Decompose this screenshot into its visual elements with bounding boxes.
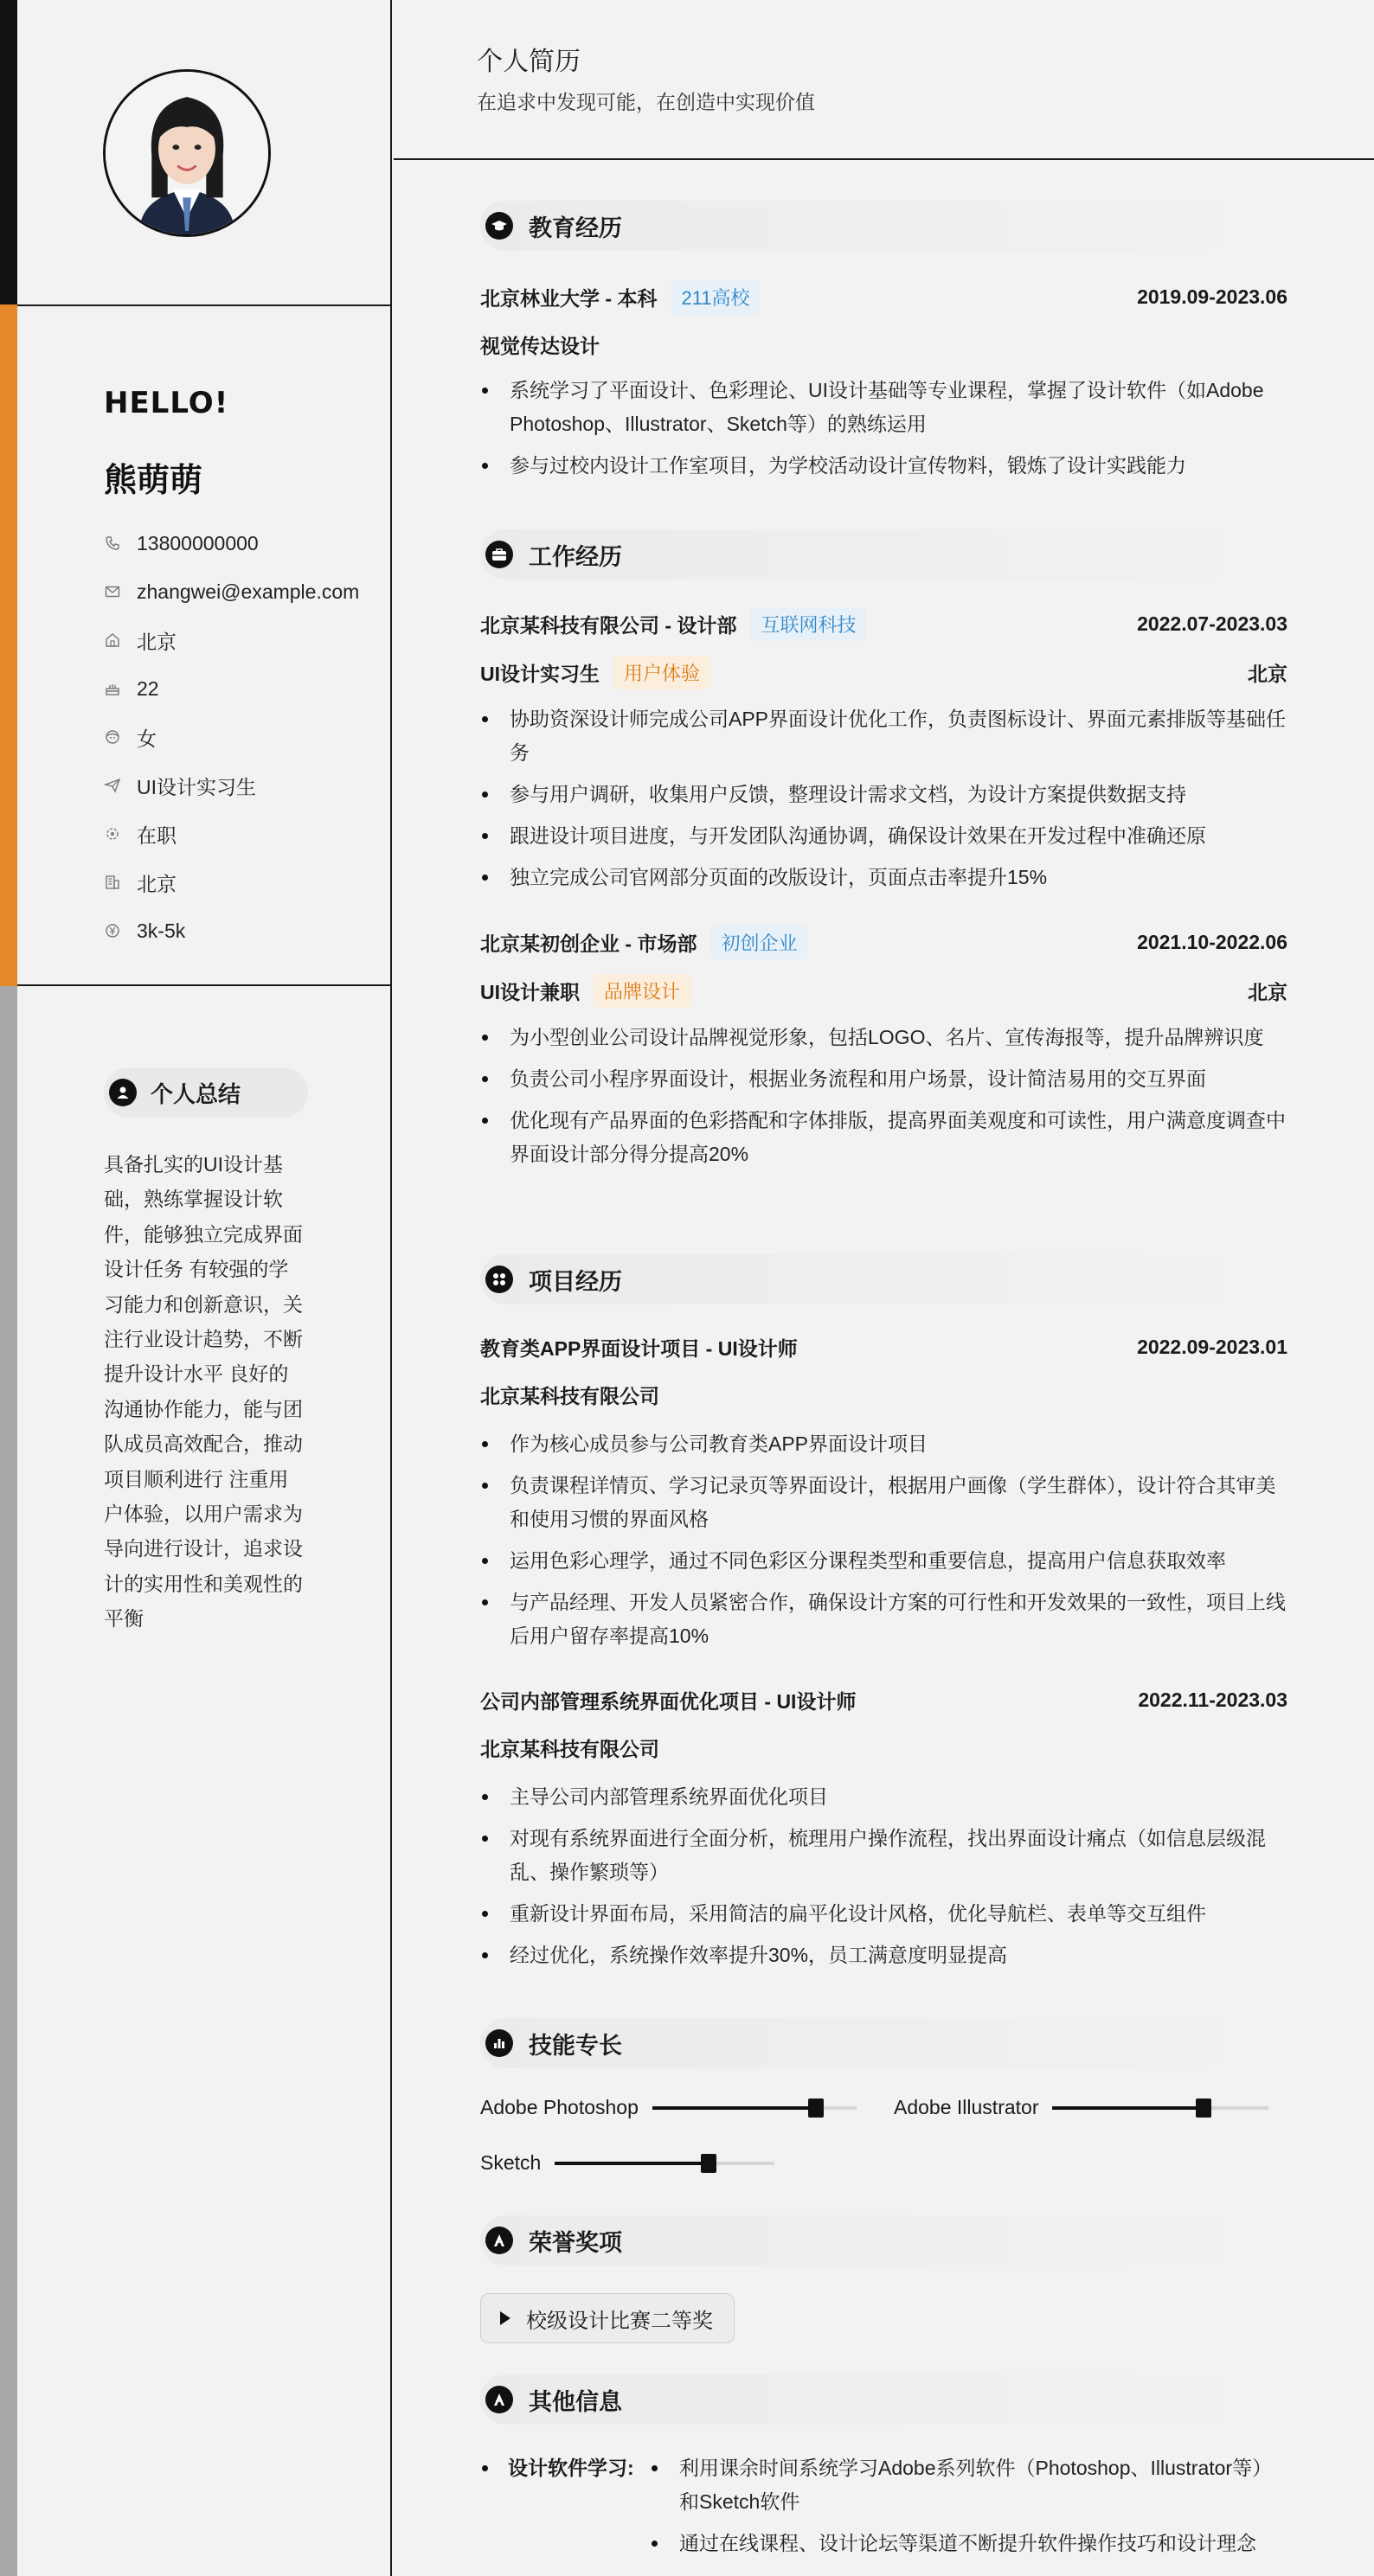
project-org: 北京某科技有限公司 (480, 1738, 659, 1760)
project-name: 公司内部管理系统界面优化项目 - UI设计师 (480, 1689, 857, 1713)
grid-icon (485, 1266, 513, 1293)
project-row (480, 1682, 1287, 1718)
project-name: 教育类APP界面设计项目 - UI设计师 (480, 1336, 798, 1360)
divider (17, 984, 392, 986)
award-item (480, 2293, 735, 2343)
hello-greeting: HELLO! (104, 386, 229, 420)
contact-info-list (104, 519, 389, 955)
list-item: 参与过校内设计工作室项目，为学校活动设计宣传物料，锻炼了设计实践能力 (480, 449, 1287, 483)
job-company: 北京某初创企业 - 市场部 (480, 932, 697, 955)
building-icon (104, 874, 121, 891)
education-bullets (480, 374, 1287, 490)
info-gender: 女 (137, 727, 157, 750)
section-title: 项目经历 (529, 1268, 622, 1295)
list-item: 对现有系统界面进行全面分析，梳理用户操作流程，找出界面设计痛点（如信息层级混乱、操作繁琐等） (480, 1822, 1287, 1889)
skill-name: Sketch (480, 2151, 542, 2174)
list-item: 参与用户调研，收集用户反馈，整理设计需求文档，为设计方案提供数据支持 (480, 778, 1287, 811)
info-row-location (104, 616, 389, 664)
status-icon (104, 825, 121, 843)
skill-knob (808, 2099, 824, 2118)
job-role: UI设计兼职 (480, 980, 580, 1003)
main-content (394, 0, 1374, 2576)
job-date: 2021.10-2022.06 (1137, 930, 1287, 953)
info-location: 北京 (137, 630, 177, 653)
divider (17, 304, 392, 306)
job-bullets (480, 1021, 1287, 1179)
skill-item (480, 2096, 857, 2119)
project-org: 北京某科技有限公司 (480, 1385, 659, 1407)
info-salary: 3k-5k (137, 919, 186, 942)
skill-item (894, 2096, 1268, 2119)
education-tag: 211高校 (671, 280, 760, 314)
list-item: 作为核心成员参与公司教育类APP界面设计项目 (480, 1427, 1287, 1461)
section-heading-work (480, 529, 1287, 580)
project-row (480, 1329, 1287, 1365)
section-title: 教育经历 (529, 215, 622, 241)
job-role-row (480, 972, 1287, 1009)
job-city: 北京 (1248, 662, 1287, 685)
summary-title: 个人总结 (151, 1080, 241, 1107)
page-subtitle: 在追求中发现可能，在创造中实现价值 (477, 91, 815, 113)
skill-name: Adobe Illustrator (894, 2096, 1039, 2118)
user-icon (109, 1079, 137, 1106)
avatar-portrait-illustration (106, 72, 268, 234)
skill-item (480, 2151, 774, 2175)
info-row-position (104, 761, 389, 810)
phone-icon (104, 535, 121, 552)
info-row-gender (104, 713, 389, 761)
list-item: 主导公司内部管理系统界面优化项目 (480, 1780, 1287, 1814)
list-item: 系统学习了平面设计、色彩理论、UI设计基础等专业课程，掌握了设计软件（如Adobe Photoshop、Illustrator、Sketch等）的熟练运用 (480, 374, 1287, 441)
education-row (480, 279, 1287, 315)
list-item: 负责公司小程序界面设计，根据业务流程和用户场景，设计简洁易用的交互界面 (480, 1062, 1287, 1096)
home-icon (104, 631, 121, 649)
summary-text: 具备扎实的UI设计基础，熟练掌握设计软件，能够独立完成界面设计任务 有较强的学习能力和创新意识，关注行业设计趋势，不断提升设计水平 良好的沟通协作能力，能与团队成员高效配合，推动项目顺利进行 注重用户体验，以用户需求为导向进行设计，追求设计的实用性和美观性的平衡 (104, 1153, 303, 1631)
briefcase-icon (485, 541, 513, 568)
avatar (103, 69, 271, 237)
play-triangle-icon (500, 2311, 510, 2325)
other-info (480, 2451, 1287, 2568)
info-row-age (104, 664, 389, 713)
education-school: 北京林业大学 - 本科 (480, 286, 658, 310)
project-date: 2022.11-2023.03 (1138, 1688, 1287, 1711)
other-bullets (650, 2451, 1287, 2568)
send-icon (104, 777, 121, 794)
project-date: 2022.09-2023.01 (1137, 1335, 1287, 1358)
list-item: 通过在线课程、设计论坛等渠道不断提升软件操作技巧和设计理念 (650, 2527, 1287, 2560)
info-position: UI设计实习生 (137, 775, 256, 798)
other-label: 设计软件学习: (480, 2451, 650, 2568)
job-tag: 互联网科技 (750, 607, 866, 641)
list-item: 利用课余时间系统学习Adobe系列软件（Photoshop、Illustrator等）和Sketch软件 (650, 2451, 1287, 2519)
job-role-tag: 品牌设计 (594, 974, 690, 1008)
header-divider (394, 158, 1374, 160)
info-row-email (104, 567, 389, 616)
list-item: 经过优化，系统操作效率提升30%，员工满意度明显提高 (480, 1938, 1287, 1972)
list-item: 与产品经理、开发人员紧密合作，确保设计方案的可行性和开发效果的一致性，项目上线后用户留存率提高10% (480, 1586, 1287, 1653)
list-item: 运用色彩心理学，通过不同色彩区分课程类型和重要信息，提高用户信息获取效率 (480, 1544, 1287, 1578)
info-row-status (104, 810, 389, 858)
accent-bar-gray (0, 986, 17, 2576)
accent-bar-orange (0, 304, 17, 986)
job-city: 北京 (1248, 980, 1287, 1003)
section-heading-other (480, 2374, 1287, 2425)
sidebar (0, 0, 392, 2576)
section-heading-awards (480, 2215, 1287, 2265)
info-row-city (104, 858, 389, 907)
info-phone: 13800000000 (137, 531, 259, 554)
list-item: 跟进设计项目进度，与开发团队沟通协调，确保设计效果在开发过程中准确还原 (480, 819, 1287, 853)
mail-icon (104, 583, 121, 600)
award-icon (485, 2227, 513, 2254)
section-title: 荣誉奖项 (529, 2229, 622, 2256)
person-name: 熊萌萌 (104, 463, 203, 499)
project-bullets (480, 1427, 1287, 1661)
list-item: 优化现有产品界面的色彩搭配和字体排版，提高界面美观度和可读性，用户满意度调查中界面设计部分得分提高20% (480, 1104, 1287, 1171)
bar-chart-icon (485, 2029, 513, 2057)
salary-icon (104, 922, 121, 939)
info-city: 北京 (137, 872, 177, 895)
info-row-phone (104, 519, 389, 567)
job-role-row (480, 654, 1287, 690)
skill-slider (652, 2106, 857, 2110)
project-bullets (480, 1780, 1287, 1980)
list-item: 独立完成公司官网部分页面的改版设计，页面点击率提升15% (480, 861, 1287, 894)
info-email: zhangwei@example.com (137, 580, 360, 603)
info-icon (485, 2386, 513, 2413)
skill-knob (701, 2154, 716, 2173)
section-title: 技能专长 (529, 2032, 622, 2059)
page-title: 个人简历 (477, 48, 581, 76)
job-tag: 初创企业 (710, 926, 807, 959)
cake-icon (104, 680, 121, 697)
section-title: 工作经历 (529, 543, 622, 570)
gender-icon (104, 728, 121, 746)
job-role-tag: 用户体验 (613, 656, 710, 689)
section-heading-education (480, 201, 1287, 251)
job-row (480, 606, 1287, 642)
info-row-salary (104, 907, 389, 955)
skill-fill (1052, 2106, 1204, 2110)
skill-slider (1052, 2106, 1268, 2110)
list-item: 重新设计界面布局，采用简洁的扁平化设计风格，优化导航栏、表单等交互组件 (480, 1897, 1287, 1931)
graduation-cap-icon (485, 212, 513, 240)
list-item: 协助资深设计师完成公司APP界面设计优化工作，负责图标设计、界面元素排版等基础任务 (480, 702, 1287, 770)
job-date: 2022.07-2023.03 (1137, 612, 1287, 635)
section-heading-projects (480, 1254, 1287, 1304)
info-age: 22 (137, 676, 159, 700)
skill-knob (1196, 2099, 1211, 2118)
job-company: 北京某科技有限公司 - 设计部 (480, 613, 737, 637)
job-role: UI设计实习生 (480, 662, 600, 685)
list-item: 负责课程详情页、学习记录页等界面设计，根据用户画像（学生群体），设计符合其审美和使用习惯的界面风格 (480, 1469, 1287, 1536)
summary-heading (104, 1067, 308, 1118)
section-title: 其他信息 (529, 2388, 622, 2415)
award-name: 校级设计比赛二等奖 (526, 2309, 713, 2333)
job-row (480, 924, 1287, 960)
job-bullets (480, 702, 1287, 902)
section-heading-skills (480, 2018, 1287, 2068)
skill-fill (652, 2106, 816, 2110)
accent-bar-black (0, 0, 17, 304)
skill-fill (555, 2162, 709, 2165)
skill-slider (555, 2162, 774, 2165)
list-item: 为小型创业公司设计品牌视觉形象，包括LOGO、名片、宣传海报等，提升品牌辨识度 (480, 1021, 1287, 1054)
education-major: 视觉传达设计 (480, 335, 600, 357)
skill-name: Adobe Photoshop (480, 2096, 639, 2118)
info-status: 在职 (137, 823, 177, 847)
education-date: 2019.09-2023.06 (1137, 285, 1287, 308)
